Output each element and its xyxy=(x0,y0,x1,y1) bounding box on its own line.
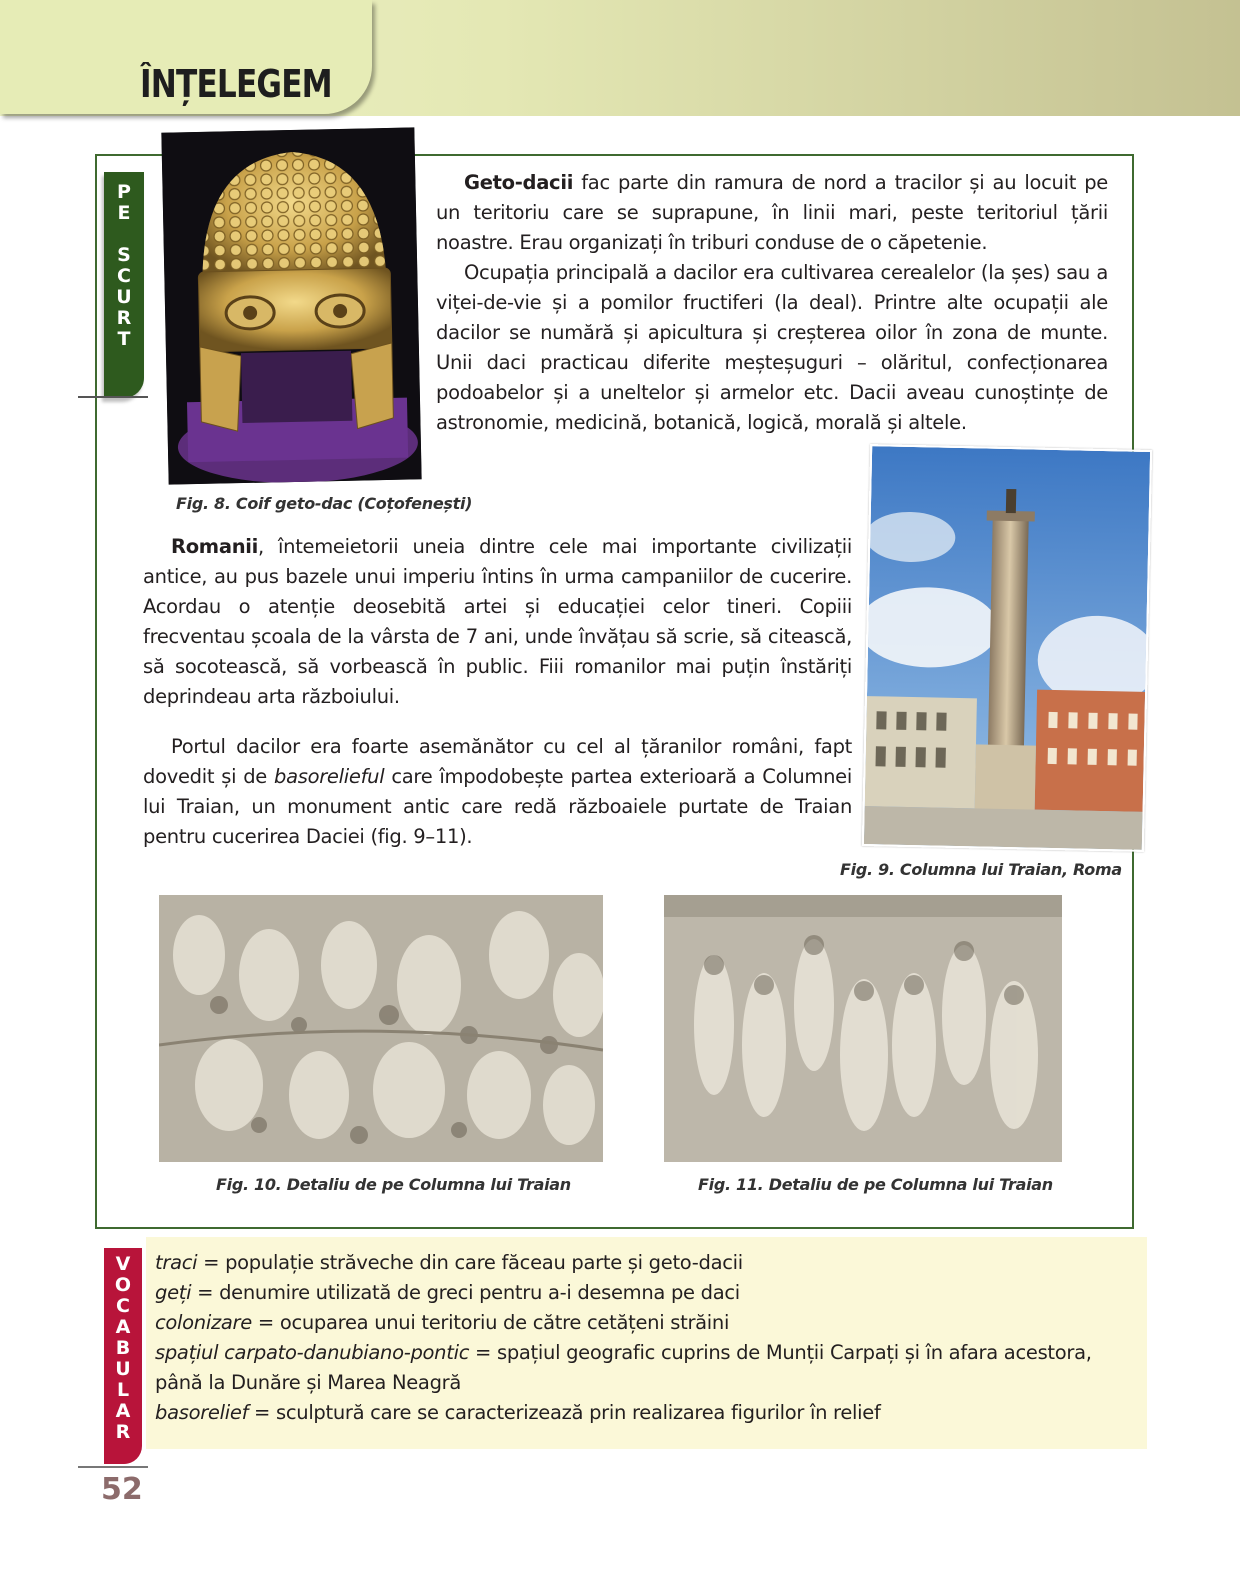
tab-letter: E xyxy=(117,202,131,224)
vocab-entry: geți = denumire utilizată de greci pentru a-i desemna pe daci xyxy=(155,1281,740,1304)
tab-letter: O xyxy=(114,1274,132,1296)
tab-letter: V xyxy=(115,1253,131,1275)
intro-paragraph-1: Geto-dacii fac parte din ramura de nord a tracilor și au locuit pe un teritoriu care se suprapune, în linii mari, peste teritoriul țării noastre. Erau organizați în triburi conduse de o căpetenie. xyxy=(436,171,1108,254)
tab-underline xyxy=(78,1466,148,1468)
term-basorelieful: basorelieful xyxy=(274,765,385,788)
vocab-term: traci xyxy=(155,1251,198,1274)
fig10-relief-image xyxy=(159,895,603,1162)
vocabulary-box xyxy=(146,1237,1147,1449)
page-number: 52 xyxy=(101,1472,143,1507)
vocab-entry: traci = populație străveche din care făceau parte și geto-dacii xyxy=(155,1251,743,1274)
vocab-term: geți xyxy=(155,1281,192,1304)
tab-letter: A xyxy=(115,1400,131,1422)
term-romanii: Romanii xyxy=(171,535,259,558)
tab-letter: L xyxy=(116,1379,130,1401)
tab-letter: C xyxy=(117,265,131,287)
romani-paragraph: Romanii, întemeietorii uneia dintre cele mai importante civilizații antice, au pus bazele unui imperiu întins în urma campaniilor de cucerire. Acordau o atenție deosebită artei și educației celor tineri. Copiii frecventau școala de la vârsta de 7 ani, unde învățau să scrie, să citească, să socotească, să vorbească în public. Fiii romanilor mai puțin înstăriți deprindeau arta războiului. xyxy=(143,535,852,708)
tab-underline xyxy=(78,396,148,398)
fig10-caption: Fig. 10. Detaliu de pe Columna lui Traian xyxy=(216,1175,571,1194)
vocab-term: spațiul carpato-danubiano-pontic xyxy=(155,1341,470,1364)
section-title: ÎNȚELEGEM xyxy=(140,62,332,106)
vocab-entry: basorelief = sculptură care se caracterizează prin realizarea figurilor în relief xyxy=(155,1401,881,1424)
tab-letter: C xyxy=(116,1295,130,1317)
tab-letter: U xyxy=(115,1358,131,1380)
fig11-caption: Fig. 11. Detaliu de pe Columna lui Traian xyxy=(698,1175,1053,1194)
tab-letter: P xyxy=(117,181,131,203)
vocab-entry-continuation: până la Dunăre și Marea Neagră xyxy=(155,1371,462,1394)
fig8-helmet-image xyxy=(161,127,421,484)
tab-letter: A xyxy=(115,1316,131,1338)
tab-letter: B xyxy=(115,1337,131,1359)
portul-paragraph: Portul dacilor era foarte asemănător cu cel al țăranilor români, fapt dovedit și de basorelieful care împodobește partea exterioară a Columnei lui Traian, un monument antic care redă războaiele purtate de Traian pentru cucerirea Daciei (fig. 9–11). xyxy=(143,735,852,848)
tab-letter: R xyxy=(116,307,132,329)
fig11-relief-image xyxy=(664,895,1062,1162)
tab-pe-scurt xyxy=(104,172,144,398)
tab-letter: R xyxy=(115,1421,131,1443)
vocab-entry: spațiul carpato-danubiano-pontic = spațiul geografic cuprins de Munții Carpați și în afara acestora, xyxy=(155,1341,1092,1364)
vocab-term: colonizare xyxy=(155,1311,252,1334)
fig9-caption: Fig. 9. Columna lui Traian, Roma xyxy=(840,860,1122,879)
tab-letter: U xyxy=(116,286,132,308)
vocab-entry: colonizare = ocuparea unui teritoriu de către cetățeni străini xyxy=(155,1311,730,1334)
vocab-term: basorelief xyxy=(155,1401,249,1424)
tab-letter: S xyxy=(117,244,131,266)
tab-letter: T xyxy=(117,328,131,350)
fig9-column-image xyxy=(862,444,1152,852)
intro-paragraph-2: Ocupația principală a dacilor era cultivarea cerealelor (la șes) sau a viței-de-vie și a pomilor fructiferi (la deal). Printre alte ocupații ale dacilor se numără și apicultura și creșterea oilor în zona de munte. Unii daci practicau diferite meșteșuguri – olăritul, confecționarea podoabelor și a uneltelor și armelor etc. Dacii aveau cunoștințe de astronomie, medicină, botanică, logică, morală și altele. xyxy=(436,261,1108,434)
term-geto-dacii: Geto-dacii xyxy=(464,171,574,194)
intro-paragraphs xyxy=(436,168,1108,438)
tab-vocabular xyxy=(104,1248,142,1464)
fig8-caption: Fig. 8. Coif geto-dac (Coțofenești) xyxy=(176,494,473,513)
